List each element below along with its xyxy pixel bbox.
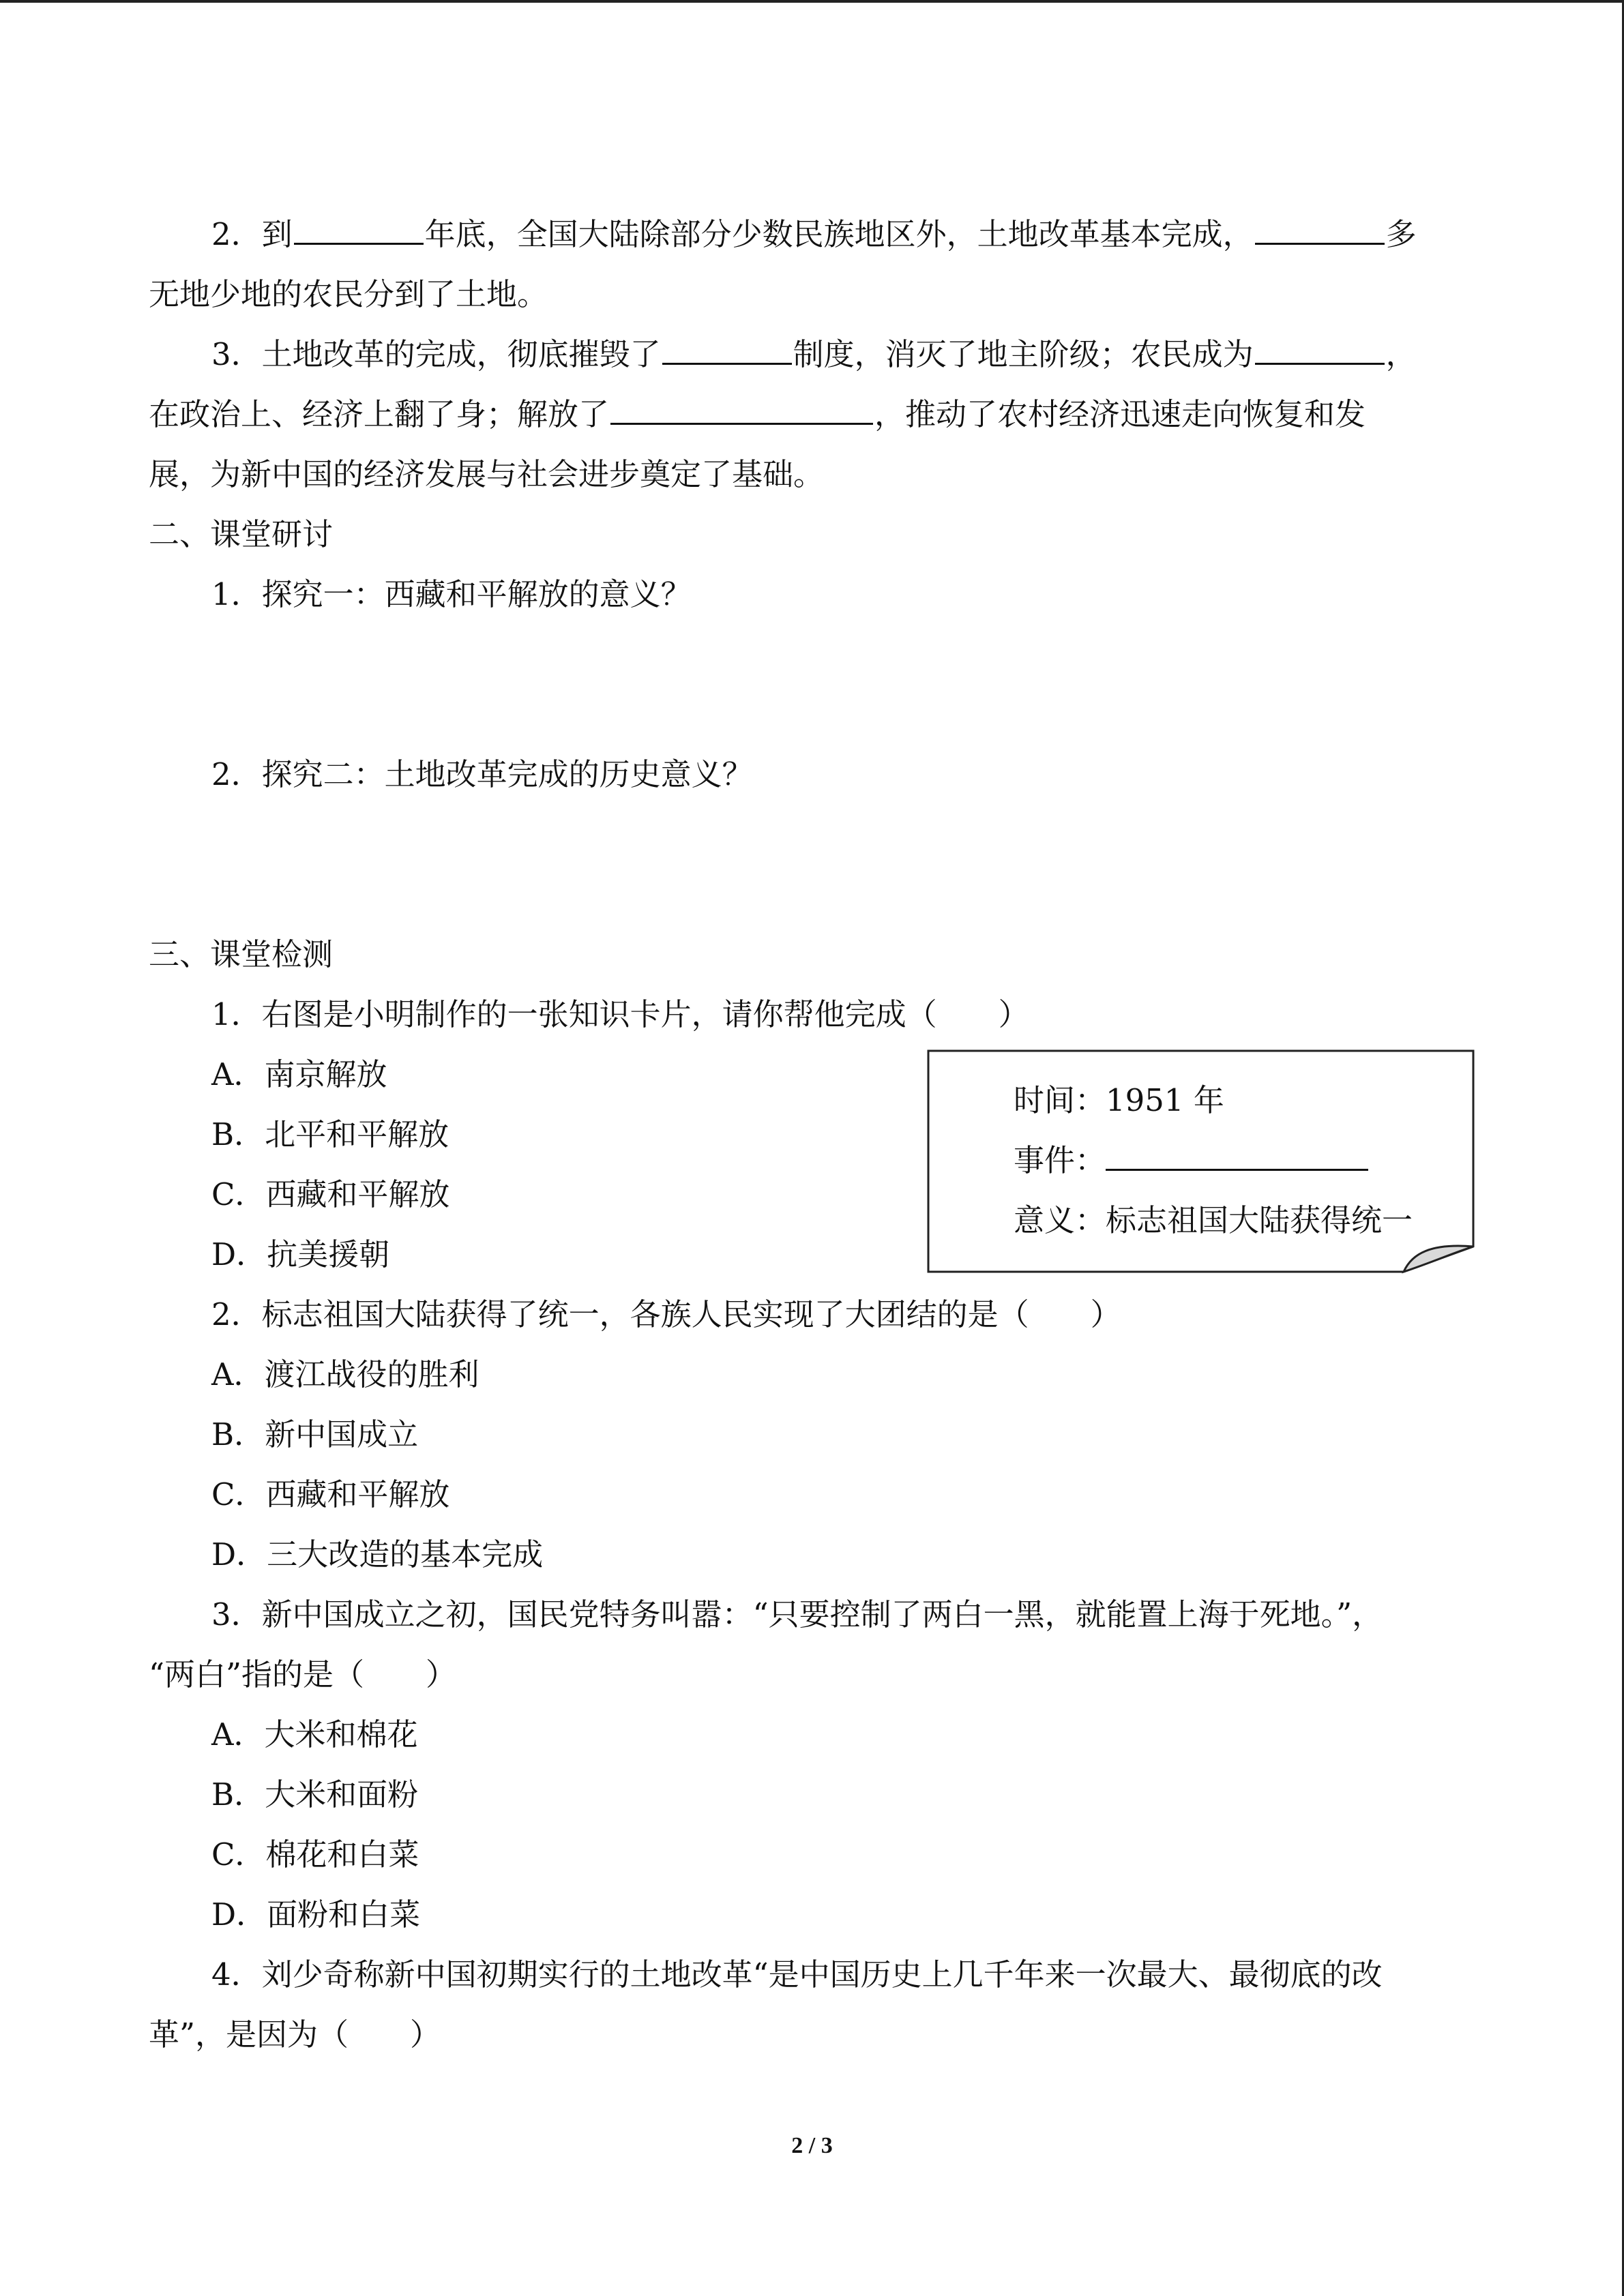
answer-blank[interactable] [1255, 330, 1385, 365]
fill-in-q2-line2 [149, 265, 1472, 325]
text: ， [1385, 336, 1417, 372]
test-q4-stem-line2: 革”，是因为（ ） [149, 2016, 441, 2053]
fill-in-q3-line3 [149, 445, 1472, 505]
top-border [0, 0, 1624, 3]
answer-blank[interactable] [662, 330, 792, 365]
text: 展，为新中国的经济发展与社会进步奠定了基础。 [149, 456, 825, 492]
discussion-q2: 2．探究二：土地改革完成的历史意义？ [211, 756, 753, 792]
option-c[interactable]: C．西藏和平解放 [211, 1476, 450, 1512]
text: 无地少地的农民分到了土地。 [149, 276, 548, 312]
text: ，推动了农村经济迅速走向恢复和发 [874, 396, 1366, 432]
text: 3．土地改革的完成，彻底摧毁了 [211, 336, 661, 372]
fill-in-q3-line2 [149, 385, 1472, 445]
card-time: 时间：1951 年 [1014, 1082, 1224, 1118]
section-heading: 二、课堂研讨 [149, 516, 334, 552]
text: 在政治上、经济上翻了身；解放了 [149, 396, 610, 432]
option-c[interactable]: C．棉花和白菜 [211, 1836, 419, 1873]
answer-blank[interactable] [610, 390, 873, 425]
fill-in-q3-line1 [149, 325, 1472, 385]
knowledge-card [926, 1049, 1475, 1274]
test-q3-stem-line2: “两白”指的是（ ） [149, 1656, 457, 1693]
text: 多 [1385, 216, 1417, 252]
card-event-label: 事件： [1014, 1142, 1106, 1178]
option-b[interactable]: B．北平和平解放 [211, 1116, 449, 1152]
option-a[interactable]: A．大米和棉花 [211, 1716, 418, 1753]
card-content [1014, 1071, 1413, 1251]
text: 2．到 [211, 216, 293, 252]
page-number: 2 / 3 [791, 2133, 833, 2158]
option-d[interactable]: D．抗美援朝 [211, 1236, 390, 1272]
option-a[interactable]: A．渡江战役的胜利 [211, 1356, 479, 1392]
option-b[interactable]: B．大米和面粉 [211, 1776, 419, 1813]
answer-blank[interactable] [1255, 210, 1385, 245]
option-c[interactable]: C．西藏和平解放 [211, 1176, 450, 1212]
option-b[interactable]: B．新中国成立 [211, 1416, 419, 1452]
card-event-blank[interactable] [1106, 1136, 1368, 1171]
test-q3-stem-line1: 3．新中国成立之初，国民党特务叫嚣：“只要控制了两白一黑，就能置上海于死地。”， [211, 1596, 1383, 1632]
section-heading: 三、课堂检测 [149, 936, 334, 972]
option-d[interactable]: D．面粉和白菜 [211, 1896, 421, 1933]
test-q4-stem-line1: 4．刘少奇称新中国初期实行的土地改革“是中国历史上几千年来一次最大、最彻底的改 [211, 1956, 1383, 1993]
answer-blank[interactable] [294, 210, 424, 245]
discussion-q1: 1．探究一：西藏和平解放的意义？ [211, 576, 692, 612]
option-a[interactable]: A．南京解放 [211, 1056, 387, 1092]
test-q2-stem: 2．标志祖国大陆获得了统一，各族人民实现了大团结的是（ ） [211, 1296, 1121, 1332]
answer-space[interactable] [149, 805, 1472, 925]
fill-in-q2-line1 [149, 205, 1472, 265]
answer-space[interactable] [149, 625, 1472, 745]
option-d[interactable]: D．三大改造的基本完成 [211, 1536, 544, 1572]
test-q1-stem: 1．右图是小明制作的一张知识卡片，请你帮他完成（ ） [211, 996, 1029, 1032]
card-meaning: 意义：标志祖国大陆获得统一 [1014, 1202, 1413, 1238]
text: 年底，全国大陆除部分少数民族地区外，土地改革基本完成， [424, 216, 1254, 252]
text: 制度，消灭了地主阶级；农民成为 [793, 336, 1254, 372]
card-event [1014, 1131, 1413, 1191]
